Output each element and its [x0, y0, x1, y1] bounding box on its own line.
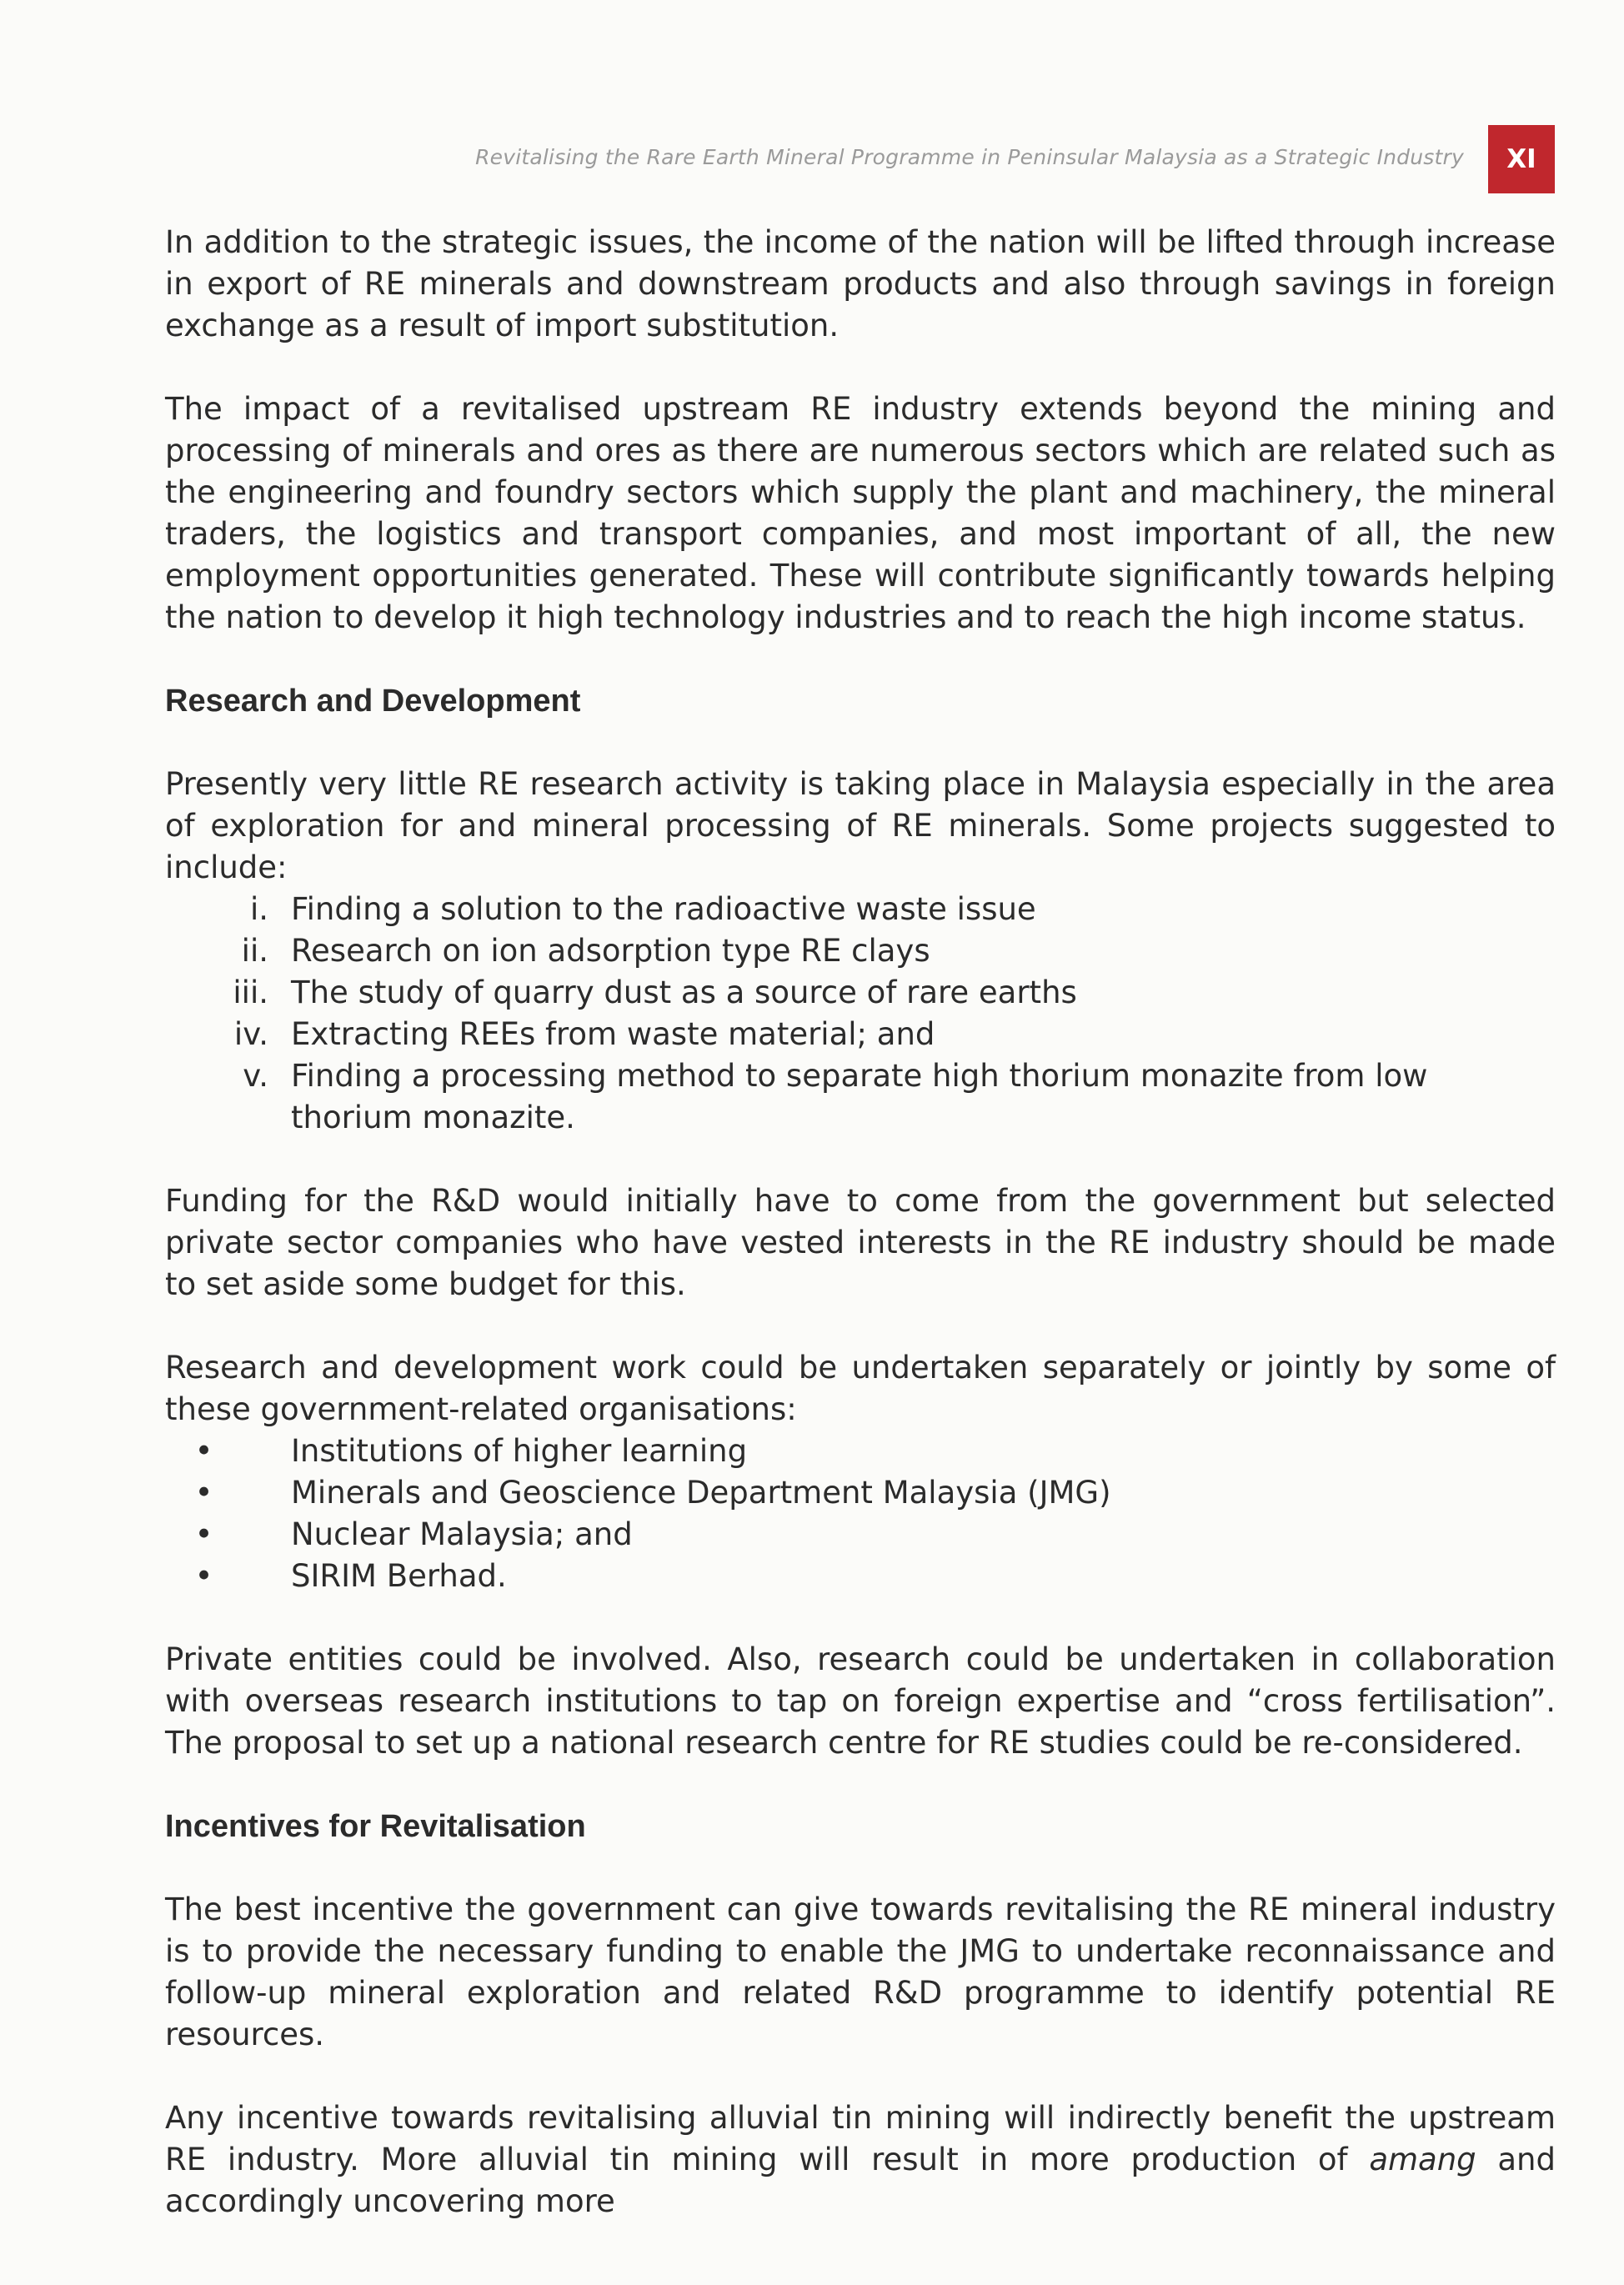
running-header: Revitalising the Rare Earth Mineral Programme in Peninsular Malaysia as a Strategic Industry: [475, 145, 1464, 169]
paragraph-income: In addition to the strategic issues, the income of the nation will be lifted through increase in export of RE minerals and downstream products and also through savings in foreign exchange as a result of import substitution.: [165, 224, 1556, 343]
list-item: [165, 1055, 1556, 1139]
paragraph-impact: The impact of a revitalised upstream RE industry extends beyond the mining and processing of minerals and ores as there are numerous sectors which are related such as the engineering and foundry sectors which supply the plant and machinery, the mineral traders, the logistics and transport companies, and most important of all, the new employment opportunities generated. These will contribute significantly towards helping the nation to develop it high technology industries and to reach the high income status.: [165, 391, 1556, 635]
list-item-text: Finding a processing method to separate high thorium monazite from low thorium monazite.: [291, 1058, 1428, 1135]
body-text: [165, 222, 1556, 2222]
paragraph-organisations: Research and development work could be undertaken separately or jointly by some of these government-related organisations:: [165, 1350, 1556, 1427]
list-item: [165, 1431, 1556, 1472]
list-item-text: Finding a solution to the radioactive waste issue: [291, 891, 1036, 927]
page-number-badge: XI: [1488, 125, 1555, 193]
list-item-text: Institutions of higher learning: [291, 1433, 748, 1469]
list-marker: v.: [243, 1058, 268, 1094]
list-item-text: SIRIM Berhad.: [291, 1558, 507, 1594]
bullet-icon: •: [194, 1475, 213, 1511]
list-item: [165, 972, 1556, 1014]
paragraph-best-incentive: The best incentive the government can give towards revitalising the RE mineral industry is to provide the necessary funding to enable the JMG to undertake reconnaissance and follow-up mineral exploration and related R&D programme to identify potential RE resources.: [165, 1892, 1556, 2052]
heading-research-development: Research and Development: [165, 684, 581, 719]
paragraph-private-entities: Private entities could be involved. Also, research could be undertaken in collaboration with overseas research institutions to tap on foreign expertise and “cross fertilisation”. The proposal to set up a national research centre for RE studies could be re-considered.: [165, 1641, 1556, 1761]
list-item: [165, 1472, 1556, 1514]
bullet-icon: •: [194, 1516, 213, 1552]
project-list: [165, 889, 1556, 1139]
list-item: [165, 1556, 1556, 1597]
bullet-icon: •: [194, 1558, 213, 1594]
list-item-text: The study of quarry dust as a source of rare earths: [291, 975, 1077, 1010]
organisation-list: [165, 1431, 1556, 1597]
heading-incentives: Incentives for Revitalisation: [165, 1809, 586, 1844]
list-marker: iii.: [233, 975, 268, 1010]
paragraph-research-activity: Presently very little RE research activity is taking place in Malaysia especially in the area of exploration for and mineral processing of RE minerals. Some projects suggested to include:: [165, 766, 1556, 885]
list-item-text: Nuclear Malaysia; and: [291, 1516, 633, 1552]
bullet-icon: •: [194, 1433, 213, 1469]
paragraph-text: and accordingly uncovering more: [165, 2142, 1556, 2219]
list-item-text: Minerals and Geoscience Department Malaysia (JMG): [291, 1475, 1111, 1511]
list-item: [165, 889, 1556, 930]
paragraph-text: Any incentive towards revitalising alluvial tin mining will indirectly benefit the upstream RE industry. More alluvial tin mining will result in more production of: [165, 2100, 1556, 2177]
list-marker: i.: [249, 891, 268, 927]
list-item-text: Extracting REEs from waste material; and: [291, 1016, 935, 1052]
list-item: [165, 930, 1556, 972]
list-item-text: Research on ion adsorption type RE clays: [291, 933, 930, 969]
italic-term: amang: [1369, 2142, 1476, 2177]
list-marker: iv.: [233, 1016, 268, 1052]
paragraph-alluvial-tin: [165, 2097, 1556, 2222]
paragraph-funding: Funding for the R&D would initially have to come from the government but selected private sector companies who have vested interests in the RE industry should be made to set aside some budget for this.: [165, 1183, 1556, 1302]
list-marker: ii.: [241, 933, 268, 969]
list-item: [165, 1514, 1556, 1556]
list-item: [165, 1014, 1556, 1055]
